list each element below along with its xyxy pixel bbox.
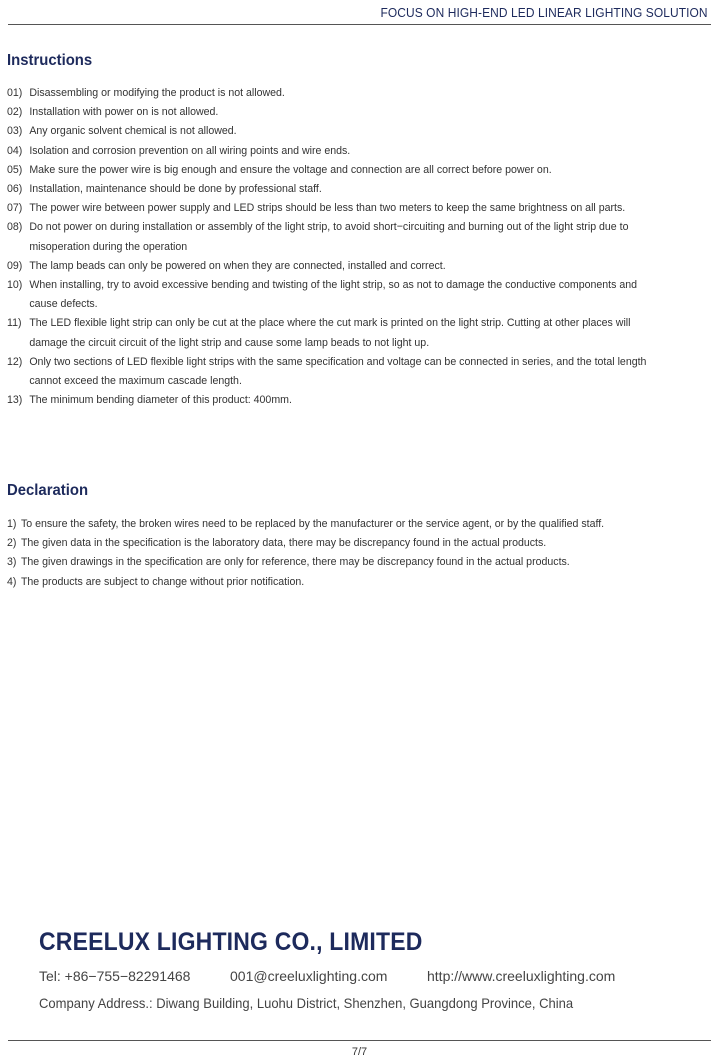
header-tagline: FOCUS ON HIGH-END LED LINEAR LIGHTING SOLUTION bbox=[380, 5, 708, 20]
list-item: 08) Do not power on during installation or assembly of the light strip, to avoid short−circuiting and burning out of the light strip due to misoperation during the operation bbox=[7, 221, 629, 253]
instructions-title: Instructions bbox=[7, 52, 93, 69]
company-address: Company Address.: Diwang Building, Luohu District, Shenzhen, Guangdong Province, China bbox=[39, 995, 574, 1011]
list-item: 06) Installation, maintenance should be done by professional staff. bbox=[7, 183, 322, 196]
declaration-title: Declaration bbox=[7, 482, 89, 499]
list-item: 2) The given data in the specification is the laboratory data, there may be discrepancy found in the actual products. bbox=[7, 537, 547, 550]
list-item: 11) The LED flexible light strip can only be cut at the place where the cut mark is printed on the light strip. Cutting at other places will damage the circuit circuit of the light strip and cause some lamp beads to not light up. bbox=[7, 317, 631, 349]
footer-divider bbox=[8, 1040, 711, 1041]
page-number: 7/7 bbox=[351, 1046, 368, 1058]
list-item: 03) Any organic solvent chemical is not allowed. bbox=[7, 125, 237, 138]
page-header bbox=[8, 0, 711, 25]
list-item: 09) The lamp beads can only be powered on when they are connected, installed and correct. bbox=[7, 259, 446, 272]
list-item: 4) The products are subject to change without prior notification. bbox=[7, 575, 305, 588]
list-item: 05) Make sure the power wire is big enough and ensure the voltage and connection are all correct before power on. bbox=[7, 163, 552, 176]
declaration-list bbox=[7, 515, 719, 592]
list-item: 07) The power wire between power supply and LED strips should be less than two meters to keep the same brightness on all parts. bbox=[7, 202, 626, 215]
list-item: 01) Disassembling or modifying the product is not allowed. bbox=[7, 87, 285, 99]
list-item: 1) To ensure the safety, the broken wires need to be replaced by the manufacturer or the service agent, or by the qualified staff. bbox=[7, 518, 605, 530]
instructions-list bbox=[7, 84, 719, 410]
list-item: 10) When installing, try to avoid excessive bending and twisting of the light strip, so as not to damage the conductive components and cause defects. bbox=[7, 279, 638, 311]
website-link[interactable]: http://www.creeluxlighting.com bbox=[427, 968, 616, 984]
company-name: CREELUX LIGHTING CO., LIMITED bbox=[39, 928, 423, 956]
phone-number: Tel: +86−755−82291468 bbox=[39, 968, 191, 984]
list-item: 13) The minimum bending diameter of this product: 400mm. bbox=[7, 394, 292, 407]
list-item: 12) Only two sections of LED flexible light strips with the same specification and voltage can be connected in series, and the total length cannot exceed the maximum cascade length. bbox=[7, 355, 647, 388]
email-link[interactable]: 001@creeluxlighting.com bbox=[230, 968, 388, 984]
list-item: 3) The given drawings in the specification are only for reference, there may be discrepancy found in the actual products. bbox=[7, 556, 570, 569]
list-item: 02) Installation with power on is not allowed. bbox=[7, 106, 219, 119]
list-item: 04) Isolation and corrosion prevention on all wiring points and wire ends. bbox=[7, 144, 351, 157]
